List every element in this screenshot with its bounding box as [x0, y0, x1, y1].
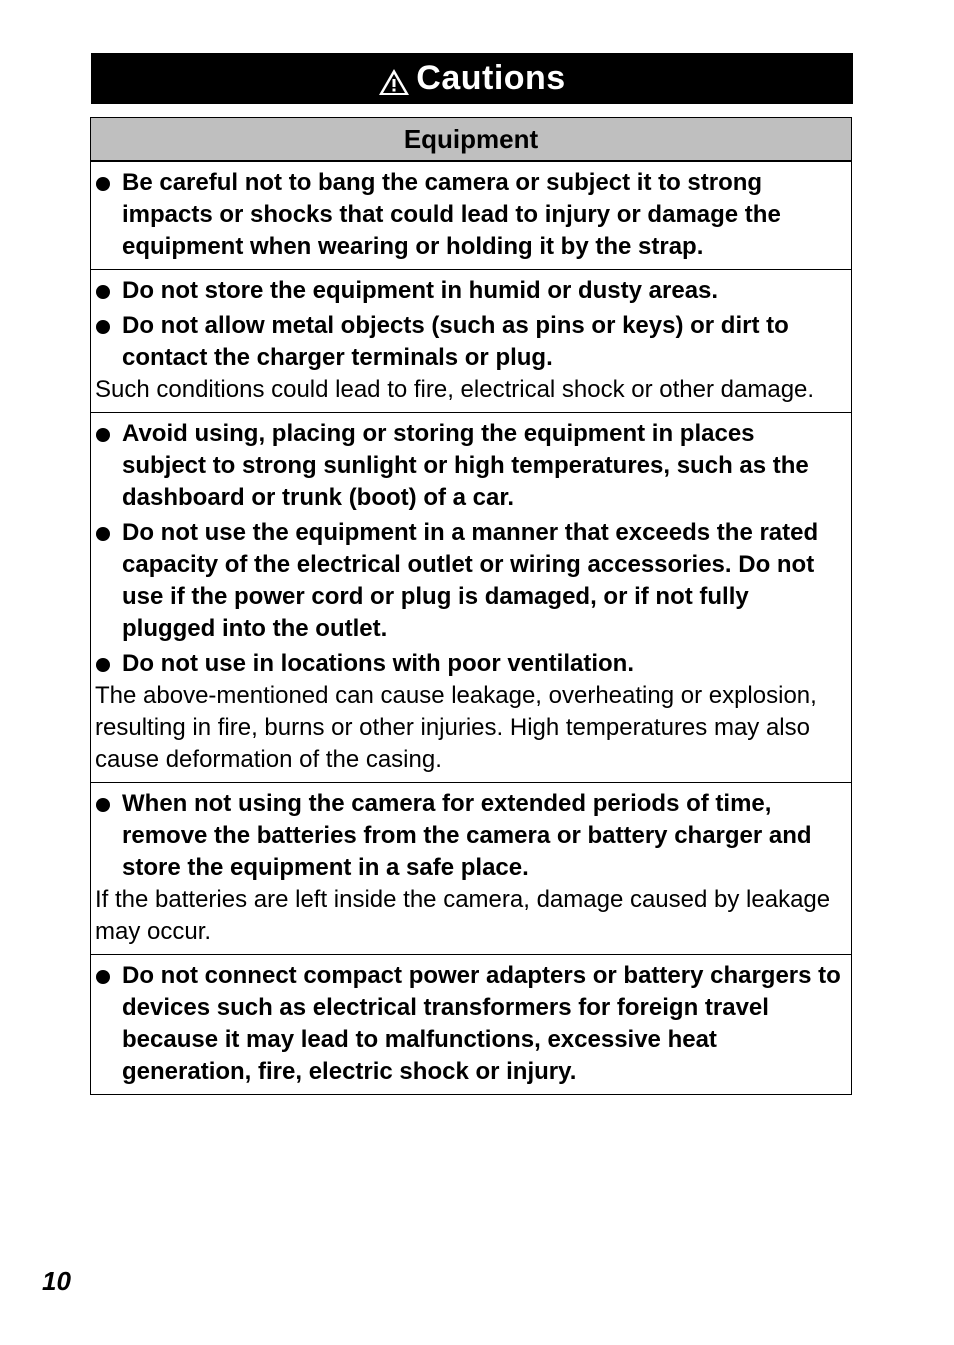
equipment-table	[90, 117, 852, 1095]
bullet-text: Do not allow metal objects (such as pins or keys) or dirt to contact the charger terminals or plug.	[122, 312, 789, 371]
bullet-text: Do not use the equipment in a manner that exceeds the rated capacity of the electrical outlet or wiring accessories. Do not use if the power cord or plug is damaged, or if not fully plugged into the outlet.	[122, 519, 819, 642]
section-note: If the batteries are left inside the camera, damage caused by leakage may occur.	[95, 886, 831, 945]
bullet-dot-icon	[96, 428, 110, 442]
page-number: 10	[42, 1266, 71, 1296]
caution-bullet	[94, 275, 845, 307]
table-heading: Equipment	[91, 118, 851, 161]
caution-bullet	[94, 788, 845, 884]
bullet-dot-icon	[96, 527, 110, 541]
caution-section	[91, 954, 851, 1094]
caution-bullet	[94, 960, 845, 1088]
bullet-text: Be careful not to bang the camera or subject it to strong impacts or shocks that could lead to injury or damage the equipment when wearing or holding it by the strap.	[122, 169, 781, 260]
caution-bullet	[94, 418, 845, 514]
bullet-dot-icon	[96, 320, 110, 334]
section-note: Such conditions could lead to fire, electrical shock or other damage.	[95, 376, 815, 403]
bullet-dot-icon	[96, 285, 110, 299]
page-title: Cautions	[416, 59, 566, 97]
caution-bullet	[94, 517, 845, 645]
caution-bullet	[94, 310, 845, 374]
caution-section	[91, 412, 851, 782]
bullet-dot-icon	[96, 177, 110, 191]
bullet-text: Do not store the equipment in humid or dusty areas.	[122, 277, 719, 304]
bullet-text: Do not use in locations with poor ventilation.	[122, 650, 635, 677]
caution-section	[91, 161, 851, 269]
bullet-text: Avoid using, placing or storing the equipment in places subject to strong sunlight or high temperatures, such as the dashboard or trunk (boot) of a car.	[122, 420, 809, 511]
bullet-dot-icon	[96, 970, 110, 984]
bullet-text: Do not connect compact power adapters or battery chargers to devices such as electrical transformers for foreign travel because it may lead to malfunctions, excessive heat generation, fire, electric shock or injury.	[122, 962, 841, 1085]
caution-section	[91, 782, 851, 954]
bullet-text: When not using the camera for extended periods of time, remove the batteries from the camera or battery charger and store the equipment in a safe place.	[122, 790, 812, 881]
bullet-dot-icon	[96, 798, 110, 812]
bullet-dot-icon	[96, 658, 110, 672]
caution-bullet	[94, 648, 845, 680]
cautions-title-bar	[91, 53, 853, 104]
section-note: The above-mentioned can cause leakage, overheating or explosion, resulting in fire, burns or other injuries. High temperatures may also cause deformation of the casing.	[95, 682, 817, 773]
caution-bullet	[94, 167, 845, 263]
warning-triangle-icon	[378, 68, 410, 96]
caution-section	[91, 269, 851, 412]
